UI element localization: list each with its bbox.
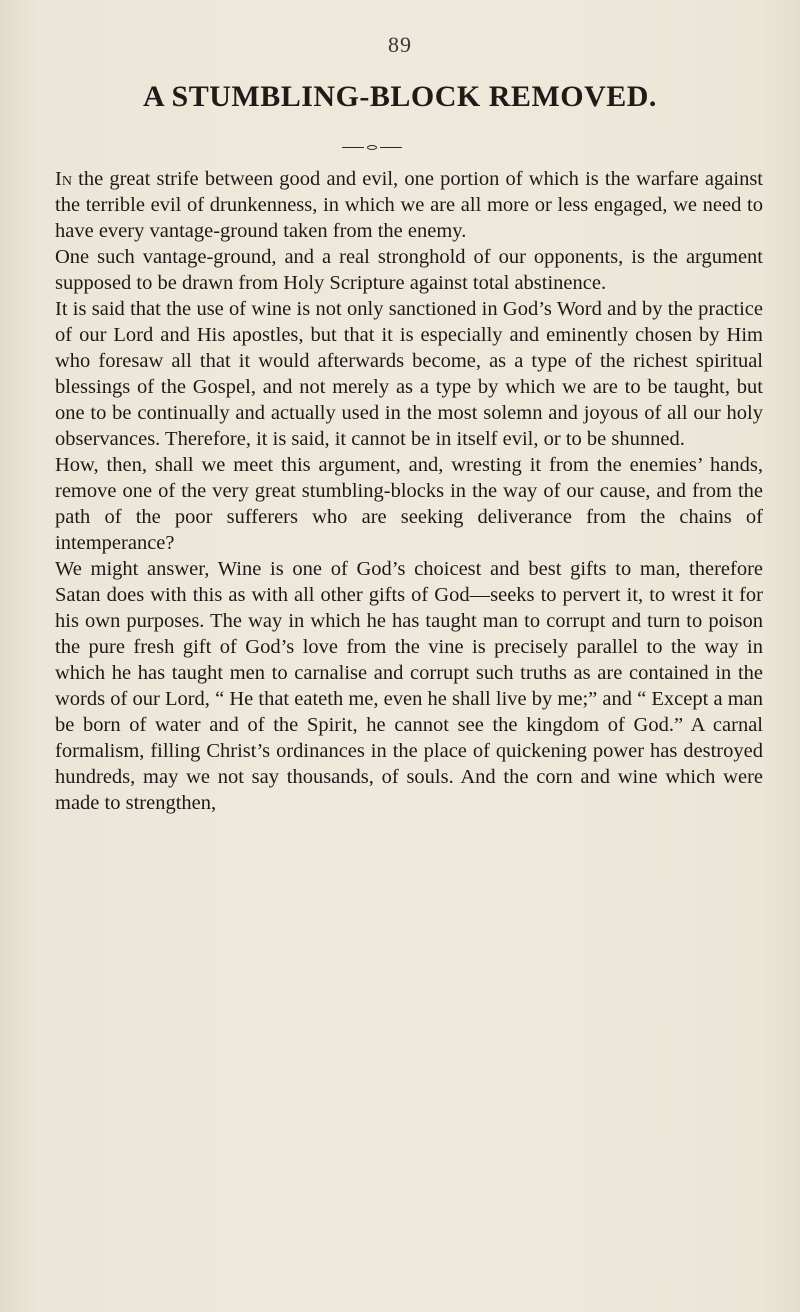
paragraph-text: One such vantage-ground, and a real stronghold of our opponents, is the argument supposed to be drawn from Holy Scripture against total abstinence. bbox=[55, 246, 763, 294]
body-text bbox=[55, 166, 763, 816]
paragraph bbox=[55, 166, 763, 244]
paragraph-text: It is said that the use of wine is not only sanctioned in God’s Word and by the practice of our Lord and His apostles, but that it is especially and eminently chosen by Him who foresaw all that it would afterwards become, as a type of the richest spiritual blessings of the Gospel, and not merely as a type by which we are to be taught, but one to be continually and actually used in the most solemn and joyous of all our holy observances. Therefore, it is said, it cannot be in itself evil, or to be shunned. bbox=[55, 298, 763, 450]
page-number: 89 bbox=[388, 32, 412, 57]
paragraph bbox=[55, 556, 763, 816]
title-ornament bbox=[342, 144, 402, 152]
paragraph bbox=[55, 296, 763, 452]
paragraph-lead: In bbox=[55, 168, 72, 190]
paragraph-text: How, then, shall we meet this argument, and, wresting it from the enemies’ hands, remove one of the very great stumbling-blocks in the way of our cause, and from the path of the poor sufferers who are seeking deliverance from the chains of intemperance? bbox=[55, 454, 763, 554]
paragraph bbox=[55, 452, 763, 556]
paragraph-text: the great strife between good and evil, one portion of which is the warfare against the terrible evil of drunkenness, in which we are all more or less engaged, we need to have every vantage-ground taken from the enemy. bbox=[55, 168, 763, 242]
chapter-title: A STUMBLING-BLOCK REMOVED. bbox=[143, 80, 657, 113]
paragraph bbox=[55, 244, 763, 296]
paragraph-text: We might answer, Wine is one of God’s choicest and best gifts to man, therefore Satan does with this as with all other gifts of God—seeks to pervert it, to wrest it for his own purposes. The way in which he has taught man to corrupt and turn to poison the pure fresh gift of God’s love from the vine is precisely parallel to the way in which he has taught men to carnalise and corrupt such truths as are contained in the words of our Lord, “ He that eateth me, even he shall live by me;” and “ Except a man be born of water and of the Spirit, he cannot see the kingdom of God.” A carnal formalism, filling Christ’s ordinances in the place of quickening power has destroyed hundreds, may we not say thousands, of souls. And the corn and wine which were made to strengthen, bbox=[55, 558, 763, 814]
